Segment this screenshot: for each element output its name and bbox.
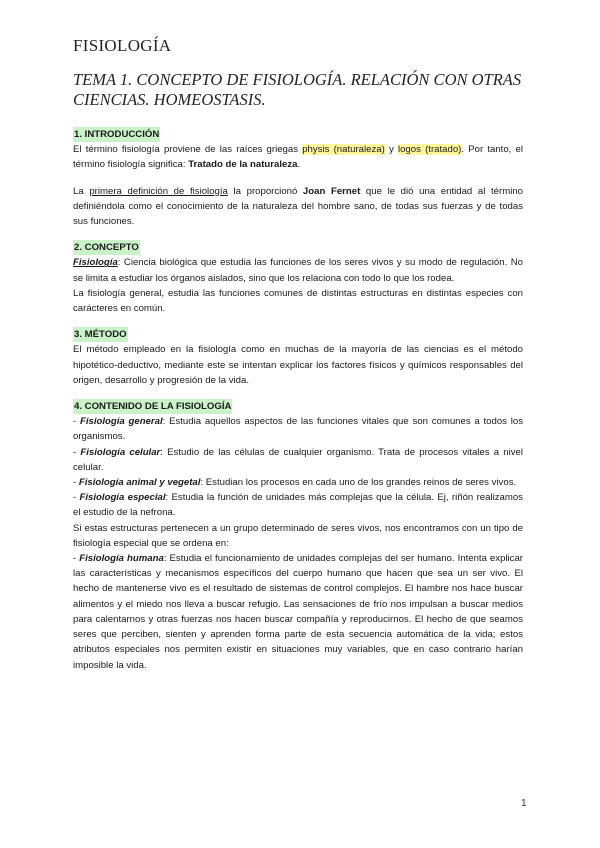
list-item — [73, 551, 523, 673]
section-heading: 4. CONTENIDO DE LA FISIOLOGÍA — [73, 399, 232, 414]
list-item — [73, 414, 523, 444]
text-run: - — [73, 446, 81, 458]
document-body — [73, 127, 523, 673]
section-introduccion — [73, 127, 523, 229]
text-run: que le dió una entidad al término definiéndola como el conocimiento de la naturaleza del hombre sano, de todas sus fuerzas y de todas sus funciones. — [73, 185, 523, 228]
document-title: TEMA 1. CONCEPTO DE FISIOLOGÍA. RELACIÓN CON OTRAS CIENCIAS. HOMEOSTASIS. — [73, 70, 522, 109]
text-run: - — [73, 416, 80, 428]
section-concepto — [73, 240, 523, 316]
text-run: - — [73, 553, 80, 565]
header-title: FISIOLOGÍA — [73, 36, 172, 55]
paragraph: La fisiología general, estudia las funciones comunes de distintas estructuras en distintas especies con carácteres en común. — [73, 287, 523, 315]
text-run: y — [384, 144, 398, 156]
list-item — [73, 490, 523, 520]
list-item — [73, 475, 523, 490]
text-run: El término fisiología proviene de las raíces griegas — [73, 144, 303, 156]
bold-term: Tratado de la naturaleza — [188, 159, 298, 171]
defined-term: Fisiología — [73, 257, 118, 269]
paragraph — [73, 255, 523, 285]
text-run: : Estudia el funcionamiento de unidades complejas del ser humano. Intenta explicar las características y mecanismos específicos del cuerpo humano que hacen que sea un ser vivo. El hecho de mantenerse vivo es el resultado de sistemas de control complejos. El hambre nos hace buscar alimentos y el miedo nos lleva a buscar refugio. Las sensaciones de frío nos impulsan a buscar medios para calentarnos y otras fuerzas nos hacen buscar compañía y reproducirnos. El hecho de que seamos seres que perciben, sienten y aprenden forma parte de esta secuencia automática de la vida; estos atributos especiales nos permiten existir en situaciones muy variables, que en caso contrario harían imposible la vida. — [73, 553, 523, 671]
section-contenido — [73, 399, 523, 673]
highlight-logos: logos (tratado) — [397, 144, 462, 156]
page-number: 1 — [521, 798, 527, 809]
underlined-text: primera definición de fisiología — [89, 185, 228, 197]
paragraph: El método empleado en la fisiología como en muchas de la mayoría de las ciencias es el método hipotético-deductivo, mediante este se intentan explicar los factores físicos y químicos responsables del origen, desarrollo y progresión de la vida. — [73, 344, 523, 386]
list-item-term: Fisiología especial — [79, 492, 166, 504]
highlight-physis: physis (naturaleza) — [302, 144, 385, 156]
text-run: - — [73, 492, 80, 504]
list-item-term: Fisiología humana — [79, 553, 164, 565]
section-heading: 2. CONCEPTO — [73, 240, 140, 255]
text-run: : Estudio de las células de cualquier organismo. Trata de procesos vitales a nivel celular. — [73, 446, 523, 473]
text-run: . Por tanto, el término fisiología significa: — [73, 144, 523, 171]
list-item-term: Fisiología general — [79, 416, 163, 428]
text-run: : Estudia aquellos aspectos de las funciones vitales que son comunes a todos los organismos. — [73, 416, 523, 443]
text-run: : Estudian los procesos en cada uno de los grandes reinos de seres vivos. — [200, 477, 517, 489]
text-run: : Ciencia biológica que estudia las funciones de los seres vivos y su modo de regulación. No se limita a estudiar los órganos aislados, sino que los relaciona con todo lo que los rodea. — [73, 257, 523, 284]
text-run: La — [73, 185, 90, 197]
bold-name: Joan Fernet — [302, 185, 361, 197]
text-run: la proporcionó — [227, 185, 303, 197]
text-run: - — [73, 477, 79, 489]
paragraph — [73, 184, 523, 230]
section-heading: 1. INTRODUCCIÓN — [73, 127, 160, 142]
list-item — [73, 445, 523, 475]
section-metodo — [73, 327, 523, 388]
paragraph: Si estas estructuras pertenecen a un grupo determinado de seres vivos, nos encontramos con un tipo de fisiología especial que se ordena en: — [73, 522, 523, 549]
text-run: . — [297, 159, 301, 171]
paragraph — [73, 142, 523, 172]
text-run: : Estudia la función de unidades más complejas que la célula. Ej, riñón realizamos el estudio de la nefrona. — [73, 492, 523, 519]
section-heading: 3. MÉTODO — [73, 327, 128, 342]
list-item-term: Fisiología celular — [80, 446, 161, 458]
list-item-term: Fisiología animal y vegetal — [78, 477, 201, 489]
